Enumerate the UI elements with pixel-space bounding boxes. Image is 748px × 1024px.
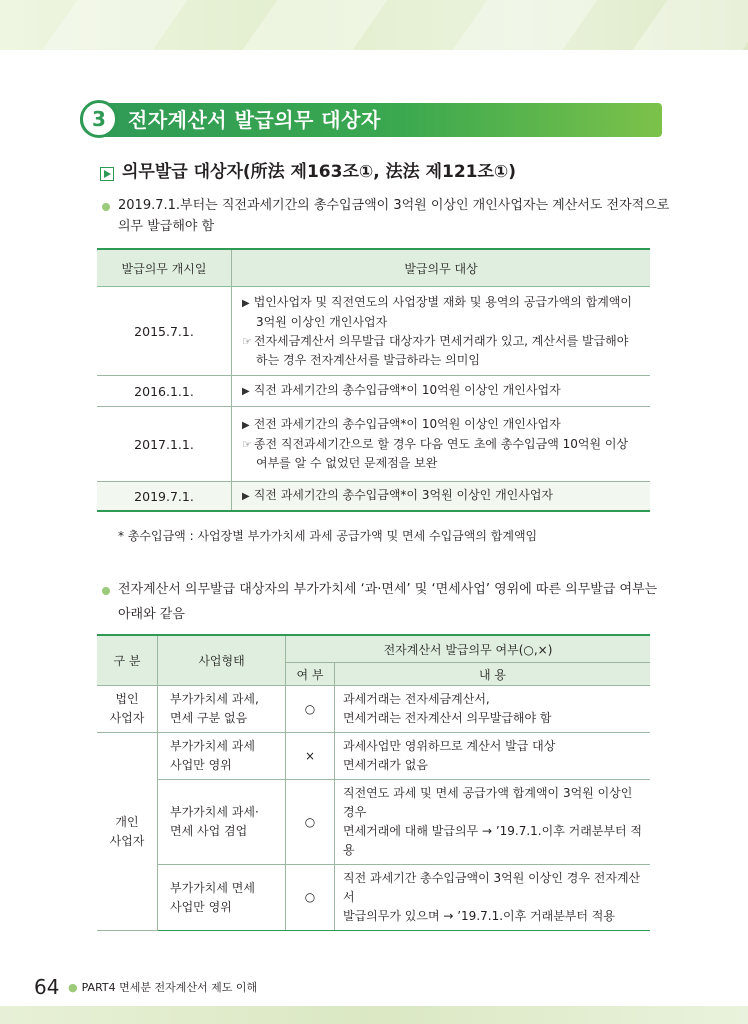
row-yn: × — [286, 733, 335, 780]
row-text: 직전 과세기간의 총수입금액*이 3억원 이상인 개인사업자 — [253, 488, 554, 502]
row-content — [232, 482, 651, 512]
paragraph-2 — [118, 579, 657, 625]
section-title: 전자계산서 발급의무 대상자 — [128, 108, 381, 132]
row-text: 3억원 이상인 개인사업자 — [256, 314, 388, 329]
pointing-hand-icon: ☞ — [242, 334, 252, 348]
triangle-right-icon: ▶ — [242, 420, 250, 431]
obligation-by-business-type-table — [97, 634, 650, 931]
category-text: 법인 — [115, 692, 139, 706]
triangle-right-icon: ▶ — [242, 386, 250, 397]
column-header-yn: 여 부 — [286, 663, 335, 686]
pointing-hand-icon: ☞ — [242, 438, 252, 451]
page-number: 64 — [34, 975, 60, 999]
play-square-icon — [100, 167, 114, 181]
table-row — [97, 686, 650, 733]
category-text: 사업자 — [109, 711, 145, 725]
row-date: 2019.7.1. — [97, 482, 232, 512]
row-note: 전자세금계산서 의무발급 대상자가 면세거래가 있고, 계산서를 발급해야 — [253, 333, 629, 348]
bullet-icon — [102, 203, 110, 211]
dot-icon: ● — [68, 981, 78, 994]
table-row — [97, 376, 650, 407]
band-stripe — [452, 0, 597, 50]
table-row — [97, 482, 650, 512]
row-type — [158, 865, 286, 931]
column-header-content: 내 용 — [335, 663, 651, 686]
top-decorative-band — [0, 0, 748, 50]
table-row — [97, 865, 650, 931]
issuance-schedule-table — [97, 248, 650, 512]
paragraph-1-line-2: 의무 발급해야 함 — [118, 219, 215, 234]
description-text: 면세거래가 없음 — [343, 758, 428, 772]
row-text: 전전 과세기간의 총수입금액*이 10억원 이상인 개인사업자 — [253, 417, 561, 431]
type-text: 사업만 영위 — [170, 899, 232, 914]
table-row — [97, 733, 650, 780]
row-description — [335, 780, 651, 865]
footnote: * 총수입금액 : 사업장별 부가가치세 과세 공급가액 및 면세 수입금액의 합계액임 — [118, 529, 538, 543]
subsection-title: 의무발급 대상자(所法 제163조①, 法法 제121조①) — [122, 162, 517, 182]
row-category — [97, 686, 158, 733]
type-text: 부가가치세 과세· — [170, 805, 259, 819]
band-stripe — [42, 0, 187, 50]
paragraph-2-line-2: 아래와 같음 — [118, 607, 185, 622]
row-text: 법인사업자 및 직전연도의 사업장별 재화 및 용역의 공급가액의 합계액이 — [253, 294, 632, 309]
footer-label: PART4 면세분 전자계산서 제도 이해 — [81, 981, 258, 994]
description-text: 과세거래는 전자세금계산서, — [343, 692, 490, 706]
paragraph-1 — [118, 195, 669, 237]
row-date: 2015.7.1. — [97, 287, 232, 376]
triangle-right-icon: ▶ — [242, 297, 250, 309]
row-category — [97, 733, 158, 931]
type-text: 면세 구분 없음 — [170, 711, 248, 725]
description-text: 직전연도 과세 및 면세 공급가액 합계액이 3억원 이상인 경우 — [343, 786, 633, 819]
column-header-type: 사업형태 — [158, 635, 286, 686]
row-yn: ○ — [286, 865, 335, 931]
row-type — [158, 733, 286, 780]
table-header-row — [97, 249, 650, 287]
row-yn: ○ — [286, 780, 335, 865]
description-text: 면세거래에 대해 발급의무 → ’19.7.1.이후 거래분부터 적용 — [343, 824, 642, 857]
row-description — [335, 686, 651, 733]
description-text: 면세거래는 전자계산서 의무발급해야 함 — [343, 711, 552, 725]
row-type — [158, 780, 286, 865]
type-text: 면세 사업 겸업 — [170, 824, 248, 838]
column-header-start-date: 발급의무 개시일 — [97, 249, 232, 287]
row-content — [232, 287, 651, 376]
type-text: 부가가치세 과세 — [170, 739, 255, 753]
bottom-decorative-band — [0, 1006, 748, 1024]
paragraph-1-line-1: 2019.7.1.부터는 직전과세기간의 총수입금액이 3억원 이상인 개인사업자는 계산서도 전자적으로 — [118, 198, 670, 213]
bullet-icon — [102, 587, 110, 595]
row-description — [335, 733, 651, 780]
table-row — [97, 780, 650, 865]
type-text: 부가가치세 과세, — [170, 692, 259, 706]
row-content — [232, 407, 651, 482]
description-text: 과세사업만 영위하므로 계산서 발급 대상 — [343, 739, 556, 753]
row-yn: ○ — [286, 686, 335, 733]
row-content — [232, 376, 651, 407]
footer-text — [68, 979, 257, 995]
table-row — [97, 287, 650, 376]
type-text: 부가가치세 면세 — [170, 880, 255, 895]
row-date: 2017.1.1. — [97, 407, 232, 482]
section-number: 3 — [80, 100, 118, 138]
row-date: 2016.1.1. — [97, 376, 232, 407]
description-text: 발급의무가 있으며 → ’19.7.1.이후 거래분부터 적용 — [343, 909, 615, 923]
row-note: 종전 직전과세기간으로 할 경우 다음 연도 초에 총수입금액 10억원 이상 — [253, 437, 629, 451]
column-header-obligation: 전자계산서 발급의무 여부(○,×) — [286, 635, 651, 663]
row-description — [335, 865, 651, 931]
category-text: 개인 — [115, 814, 139, 829]
table-row — [97, 407, 650, 482]
column-header-category: 구 분 — [97, 635, 158, 686]
band-stripe — [632, 0, 748, 50]
row-note: 하는 경우 전자계산서를 발급하라는 의미임 — [256, 352, 480, 367]
paragraph-2-line-1: 전자계산서 의무발급 대상자의 부가가치세 ‘과·면세’ 및 ‘면세사업’ 영위에 따른 의무발급 여부는 — [118, 582, 658, 597]
column-header-target: 발급의무 대상 — [232, 249, 651, 287]
row-type — [158, 686, 286, 733]
row-text: 직전 과세기간의 총수입금액*이 10억원 이상인 개인사업자 — [253, 383, 561, 397]
triangle-right-icon: ▶ — [242, 491, 250, 502]
description-text: 직전 과세기간 총수입금액이 3억원 이상인 경우 전자계산서 — [343, 871, 641, 904]
band-stripe — [242, 0, 387, 50]
category-text: 사업자 — [109, 833, 145, 848]
type-text: 사업만 영위 — [170, 758, 232, 772]
row-note: 여부를 알 수 없었던 문제점을 보완 — [256, 456, 438, 470]
table-header-row — [97, 635, 650, 663]
